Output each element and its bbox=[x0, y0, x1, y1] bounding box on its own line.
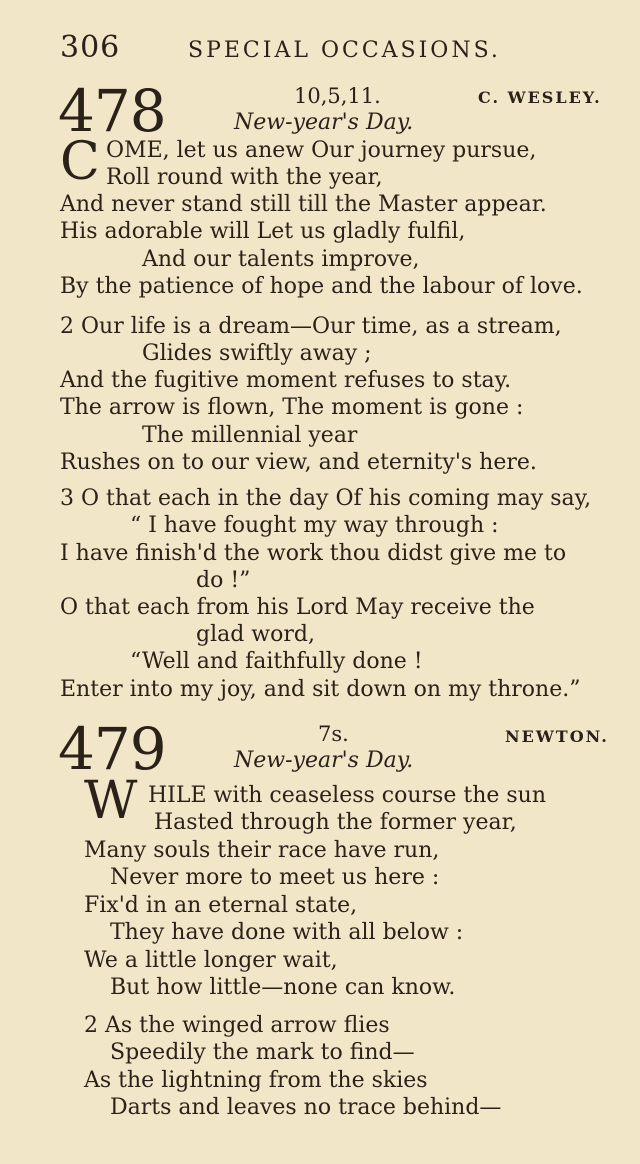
verse-line: 2 Our life is a dream—Our time, as a stream, bbox=[60, 314, 562, 339]
page-number: 306 bbox=[60, 30, 121, 65]
hymn-occasion: New-year's Day. bbox=[234, 110, 414, 135]
verse-line: Glides swiftly away ; bbox=[142, 341, 372, 366]
verse-line: They have done with all below : bbox=[110, 920, 464, 945]
verse-line: But how little—none can know. bbox=[110, 975, 456, 1000]
verse-line: Hasted through the former year, bbox=[154, 810, 517, 835]
verse-line: “Well and faithfully done ! bbox=[130, 649, 423, 674]
verse-line: Roll round with the year, bbox=[106, 165, 383, 190]
hymn-composer: NEWTON. bbox=[505, 727, 609, 746]
hymn-occasion: New-year's Day. bbox=[234, 748, 414, 773]
drop-cap: C bbox=[60, 132, 100, 192]
verse-line: Fix'd in an eternal state, bbox=[84, 893, 358, 918]
verse-line: glad word, bbox=[196, 622, 315, 647]
verse-line: “ I have fought my way through : bbox=[130, 513, 499, 538]
page-header bbox=[60, 30, 620, 70]
verse-line: Many souls their race have run, bbox=[84, 838, 440, 863]
verse-line: As the lightning from the skies bbox=[84, 1068, 428, 1093]
verse-line: 3 O that each in the day Of his coming may say, bbox=[60, 486, 592, 511]
verse-line: And the fugitive moment refuses to stay. bbox=[60, 368, 512, 393]
verse-line: Enter into my joy, and sit down on my throne.” bbox=[60, 677, 581, 702]
verse-line: HILE with ceaseless course the sun bbox=[148, 783, 547, 808]
hymn-meter: 10,5,11. bbox=[294, 84, 381, 108]
verse-line: OME, let us anew Our journey pursue, bbox=[106, 138, 537, 163]
verse-line: Never more to meet us here : bbox=[110, 865, 440, 890]
hymn-number: 479 bbox=[58, 715, 166, 783]
verse-line: O that each from his Lord May receive the bbox=[60, 595, 535, 620]
hymn-number: 478 bbox=[58, 77, 166, 145]
verse-line: Darts and leaves no trace behind— bbox=[110, 1095, 502, 1120]
hymn-meter: 7s. bbox=[318, 722, 349, 746]
verse-line: Rushes on to our view, and eternity's here. bbox=[60, 450, 537, 475]
verse-line: The arrow is flown, The moment is gone : bbox=[60, 395, 524, 420]
verse-line: The millennial year bbox=[142, 423, 358, 448]
verse-line: His adorable will Let us gladly fulfil, bbox=[60, 219, 466, 244]
verse-line: Speedily the mark to find— bbox=[110, 1040, 415, 1065]
verse-line: 2 As the winged arrow flies bbox=[84, 1013, 390, 1038]
verse-line: do !” bbox=[196, 568, 251, 593]
verse-line: We a little longer wait, bbox=[84, 948, 338, 973]
verse-line: And never stand still till the Master appear. bbox=[60, 192, 547, 217]
drop-cap: W bbox=[84, 771, 138, 831]
verse-line: And our talents improve, bbox=[142, 247, 420, 272]
verse-line: I have finish'd the work thou didst give me to bbox=[60, 541, 567, 566]
verse-line: By the patience of hope and the labour of love. bbox=[60, 274, 583, 299]
hymn-composer: C. WESLEY. bbox=[478, 88, 602, 107]
running-head: SPECIAL OCCASIONS. bbox=[188, 38, 501, 63]
